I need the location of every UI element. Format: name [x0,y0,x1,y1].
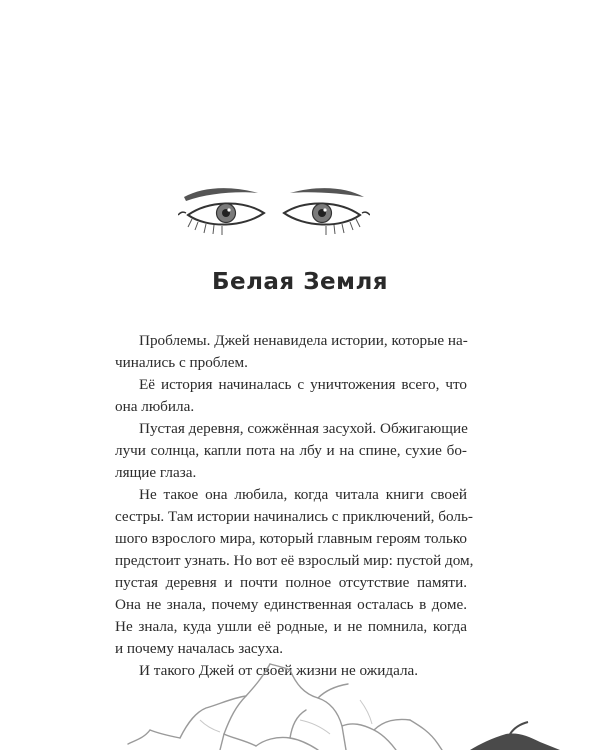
text-line: Проблемы. Джей ненавидела истории, которые на- [139,332,468,349]
text-line: лящие глаза. [115,464,197,481]
text-line: она любила. [115,398,195,415]
text-line: Не такое она любила, когда читала книги своей [139,486,467,503]
text-line: и почему началась засуха. [115,640,283,657]
text-line: предстоит узнать. Но вот её взрослый мир: пустой дом, [115,552,474,569]
cracked-earth-icon [0,660,600,750]
text-line: Не знала, куда ушли её родные, и не помнила, когда [115,618,467,635]
text-line: Она не знала, почему единственная осталась в доме. [115,596,467,613]
chapter-body [115,330,474,682]
text-line: лучи солнца, капли пота на лбу и на спине, сухие бо- [115,442,467,459]
text-line: Её история начиналась с уничтожения всего, что [139,376,467,393]
text-line: чинались с проблем. [115,354,248,371]
text-line: пустая деревня и почти полное отсутствие памяти. [115,574,467,591]
text-line: сестры. Там истории начинались с приключений, боль- [115,508,473,525]
text-line: И такого Джей от своей жизни не ожидала. [139,662,419,679]
text-line: Пустая деревня, сожжённая засухой. Обжигающие [139,420,468,437]
chapter-title: Белая Земля [211,269,389,295]
eyes-drawing-icon [178,183,370,243]
text-line: шого взрослого мира, который главным героям только [115,530,467,547]
